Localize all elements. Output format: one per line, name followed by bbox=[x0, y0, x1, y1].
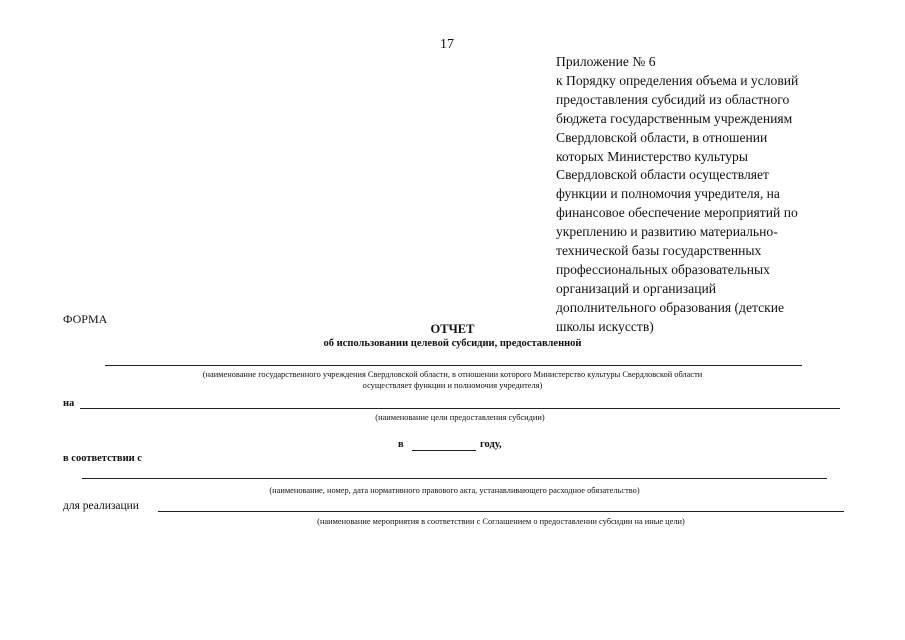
year-suffix: году, bbox=[480, 439, 502, 450]
page-number: 17 bbox=[440, 37, 454, 52]
purpose-caption: (наименование цели предоставления субсидии) bbox=[375, 413, 545, 422]
appendix-line: дополнительного образования (детские bbox=[556, 299, 785, 315]
appendix-line: укреплению и развитию материально- bbox=[556, 224, 778, 240]
institution-name-line[interactable] bbox=[105, 365, 802, 366]
appendix-line: к Порядку определения объема и условий bbox=[556, 72, 799, 88]
appendix-line: предоставления субсидий из областного bbox=[556, 91, 790, 107]
purpose-line[interactable] bbox=[80, 408, 840, 409]
form-label: ФОРМА bbox=[63, 312, 108, 326]
appendix-line: которых Министерство культуры bbox=[556, 148, 748, 164]
appendix-line: Свердловской области, в отношении bbox=[556, 129, 768, 145]
appendix-line: функции и полномочия учредителя, на bbox=[556, 186, 780, 202]
appendix-line: профессиональных образовательных bbox=[556, 261, 770, 277]
act-caption: (наименование, номер, дата нормативного правового акта, устанавливающего расходное обязательство) bbox=[269, 486, 640, 495]
year-line[interactable] bbox=[412, 450, 476, 451]
purpose-label: на bbox=[63, 398, 75, 409]
accordance-label: в соответствии с bbox=[63, 453, 142, 464]
institution-caption-line-2: осуществляет функции и полномочия учредителя) bbox=[362, 381, 543, 390]
appendix-line: Приложение № 6 bbox=[556, 54, 656, 69]
appendix-line: организаций и организаций bbox=[556, 280, 717, 296]
year-prefix: в bbox=[398, 439, 404, 450]
appendix-line: Свердловской области осуществляет bbox=[556, 167, 769, 183]
appendix-block bbox=[556, 53, 846, 337]
institution-caption-line-1: (наименование государственного учреждения Свердловской области, в отношении которого Министерство культуры Свердловской области bbox=[202, 370, 703, 379]
implementation-label: для реализации bbox=[63, 500, 139, 512]
appendix-line: школы искусств) bbox=[556, 318, 654, 334]
appendix-line: технической базы государственных bbox=[556, 243, 762, 259]
appendix-line: бюджета государственным учреждениям bbox=[556, 110, 793, 126]
institution-caption bbox=[80, 369, 825, 391]
event-caption: (наименование мероприятия в соответствии с Соглашением о предоставлении субсидии на иные цели) bbox=[317, 517, 685, 526]
act-line[interactable] bbox=[82, 478, 827, 479]
report-subtitle: об использовании целевой субсидии, предоставленной bbox=[323, 338, 582, 349]
event-line[interactable] bbox=[158, 511, 844, 512]
report-title: ОТЧЕТ bbox=[430, 322, 475, 336]
appendix-line: финансовое обеспечение мероприятий по bbox=[556, 205, 798, 221]
